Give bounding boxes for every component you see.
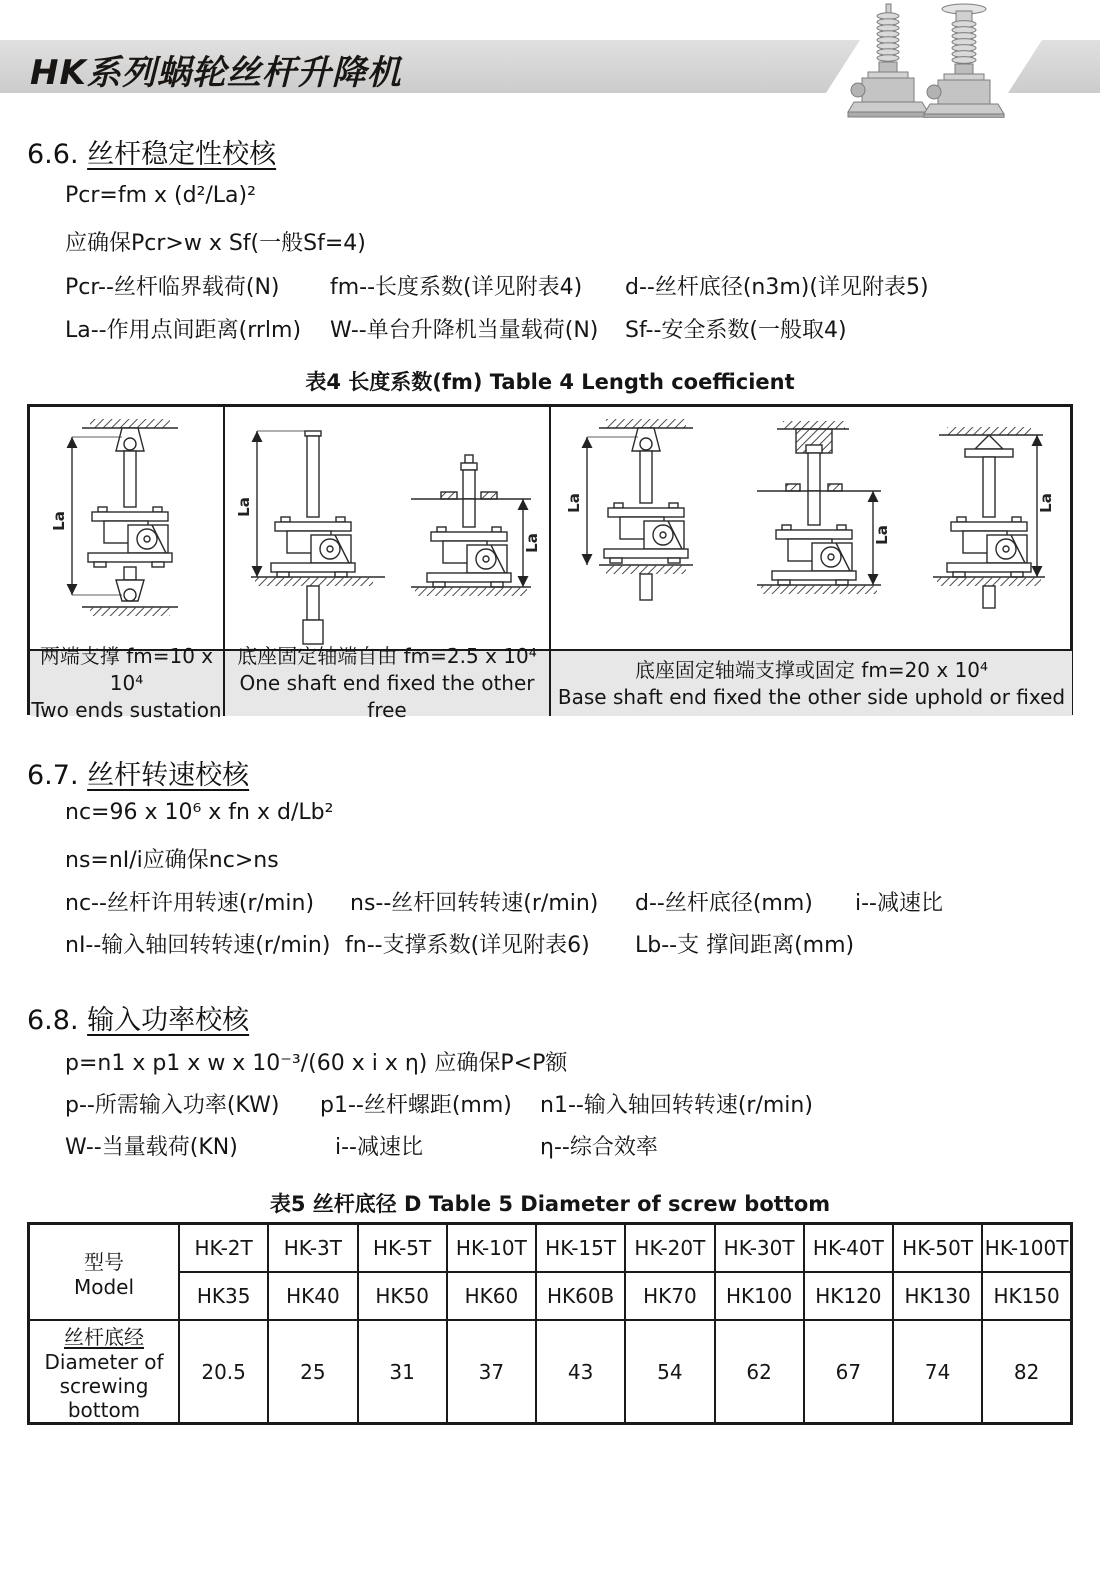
definitions-row <box>0 270 1100 300</box>
diameter-cell: 31 <box>358 1320 447 1424</box>
table-row <box>29 1320 1072 1424</box>
def-item: ns--丝杆回转转速(r/min) <box>350 891 599 916</box>
product-image <box>836 2 1016 118</box>
diagram-two-ends-supported <box>30 407 225 649</box>
formula-ns: ns=nI/i应确保nc>ns <box>65 848 279 873</box>
dimension-label: La <box>565 493 583 513</box>
diameter-cell: 67 <box>804 1320 893 1424</box>
def-item: fn--支撑系数(详见附表6) <box>345 933 590 958</box>
def-item: i--减速比 <box>855 891 943 916</box>
model-label-en: Model <box>73 1274 135 1299</box>
table-row <box>29 1272 1072 1320</box>
model-cell: HK-100T <box>982 1224 1071 1273</box>
def-item: d--丝杆底径(n3m)(详见附表5) <box>625 275 929 300</box>
def-item: Sf--安全系数(一般取4) <box>625 318 847 343</box>
code-cell: HK70 <box>625 1272 714 1320</box>
def-item: nI--输入轴回转转速(r/min) <box>65 933 331 958</box>
def-item: W--单台升降机当量载荷(N) <box>330 318 599 343</box>
diagram-base-fixed-end-supported <box>551 407 1072 649</box>
model-cell: HK-3T <box>268 1224 357 1273</box>
code-cell: HK60 <box>447 1272 536 1320</box>
section-number: 6.7. <box>27 760 79 791</box>
table5-screw-diameter <box>27 1222 1073 1425</box>
table4-caption-3 <box>551 649 1072 716</box>
model-cell: HK-40T <box>804 1224 893 1273</box>
diameter-header-cell <box>29 1320 180 1424</box>
code-cell: HK50 <box>358 1272 447 1320</box>
def-item: fm--长度系数(详见附表4) <box>330 275 583 300</box>
formula-nc: nc=96 x 10⁶ x fn x d/Lb² <box>65 800 334 825</box>
def-item: W--当量载荷(KN) <box>65 1135 238 1160</box>
section-heading-text: 丝杆转速校核 <box>87 760 250 791</box>
section-number: 6.6. <box>27 139 79 170</box>
table5-title: 表5 丝杆底径 D Table 5 Diameter of screw bottom <box>269 1192 831 1216</box>
diameter-cell: 43 <box>536 1320 625 1424</box>
section-number: 6.8. <box>27 1005 79 1036</box>
model-header-cell <box>29 1224 180 1321</box>
section-heading-text: 输入功率校核 <box>87 1005 250 1036</box>
definitions-row <box>0 313 1100 343</box>
def-item: p1--丝杆螺距(mm) <box>320 1093 512 1118</box>
caption-zh: 底座固定轴端自由 fm=2.5 x 10⁴ <box>237 644 537 668</box>
diameter-cell: 25 <box>268 1320 357 1424</box>
def-item: Lb--支 撑间距离(mm) <box>635 933 855 958</box>
model-cell: HK-20T <box>625 1224 714 1273</box>
caption-zh: 底座固定轴端支撑或固定 fm=20 x 10⁴ <box>634 657 989 682</box>
section-heading-text: 丝杆稳定性校核 <box>87 139 277 170</box>
definitions-row <box>0 1088 1100 1118</box>
code-cell: HK100 <box>715 1272 804 1320</box>
definitions-row <box>0 1130 1100 1160</box>
code-cell: HK120 <box>804 1272 893 1320</box>
code-cell: HK60B <box>536 1272 625 1320</box>
model-cell: HK-15T <box>536 1224 625 1273</box>
def-item: n1--输入轴回转转速(r/min) <box>540 1093 813 1118</box>
code-cell: HK35 <box>179 1272 268 1320</box>
code-cell: HK40 <box>268 1272 357 1320</box>
dimension-label: La <box>873 525 891 545</box>
page-title: HK系列蜗轮丝杆升降机 <box>30 53 402 93</box>
def-item: i--减速比 <box>335 1135 423 1160</box>
code-cell: HK130 <box>893 1272 982 1320</box>
model-cell: HK-50T <box>893 1224 982 1273</box>
diameter-cell: 54 <box>625 1320 714 1424</box>
dimension-label: La <box>235 497 253 517</box>
table-row <box>29 1224 1072 1273</box>
dimension-label: La <box>523 533 541 553</box>
table4-caption-2 <box>225 644 551 722</box>
caption-en: Two ends sustation <box>31 698 222 722</box>
model-cell: HK-30T <box>715 1224 804 1273</box>
model-label-zh: 型号 <box>84 1249 124 1274</box>
def-item: nc--丝杆许用转速(r/min) <box>65 891 315 916</box>
code-cell: HK150 <box>982 1272 1071 1320</box>
def-item: Pcr--丝杆临界载荷(N) <box>65 275 280 300</box>
formula-pcr-condition: 应确保Pcr>w x Sf(一般Sf=4) <box>65 231 366 256</box>
diameter-label-en: Diameter of <box>44 1350 164 1374</box>
table4-length-coefficient <box>27 404 1073 722</box>
diameter-cell: 20.5 <box>179 1320 268 1424</box>
def-item: d--丝杆底径(mm) <box>635 891 813 916</box>
diagram-base-fixed-end-free <box>225 407 551 649</box>
section-6-8-heading <box>27 998 249 1037</box>
formula-power: p=n1 x p1 x w x 10⁻³/(60 x i x η) 应确保P<P额 <box>65 1051 568 1076</box>
diameter-label-zh: 丝杆底经 <box>64 1325 144 1349</box>
diameter-cell: 74 <box>893 1320 982 1424</box>
diameter-cell: 82 <box>982 1320 1071 1424</box>
definitions-row <box>0 886 1100 916</box>
def-item: La--作用点间距离(rrlm) <box>65 318 302 343</box>
section-6-7-heading <box>27 753 249 792</box>
caption-en: One shaft end fixed the other free <box>239 671 535 722</box>
table4-title: 表4 长度系数(fm) Table 4 Length coefficient <box>305 370 795 394</box>
definitions-row <box>0 928 1100 958</box>
def-item: η--综合效率 <box>540 1135 658 1160</box>
diameter-label-en: screwing bottom <box>59 1374 149 1422</box>
caption-zh: 两端支撑 fm=10 x 10⁴ <box>39 644 214 695</box>
model-cell: HK-5T <box>358 1224 447 1273</box>
dimension-label: La <box>50 511 68 531</box>
formula-pcr: Pcr=fm x (d²/La)² <box>65 183 256 208</box>
model-cell: HK-10T <box>447 1224 536 1273</box>
def-item: p--所需输入功率(KW) <box>65 1093 280 1118</box>
diameter-cell: 37 <box>447 1320 536 1424</box>
section-6-6-heading <box>27 132 276 171</box>
model-cell: HK-2T <box>179 1224 268 1273</box>
dimension-label: La <box>1037 493 1055 513</box>
caption-en: Base shaft end fixed the other side uphold or fixed <box>557 684 1066 709</box>
diameter-cell: 62 <box>715 1320 804 1424</box>
table4-caption-1 <box>30 644 225 722</box>
